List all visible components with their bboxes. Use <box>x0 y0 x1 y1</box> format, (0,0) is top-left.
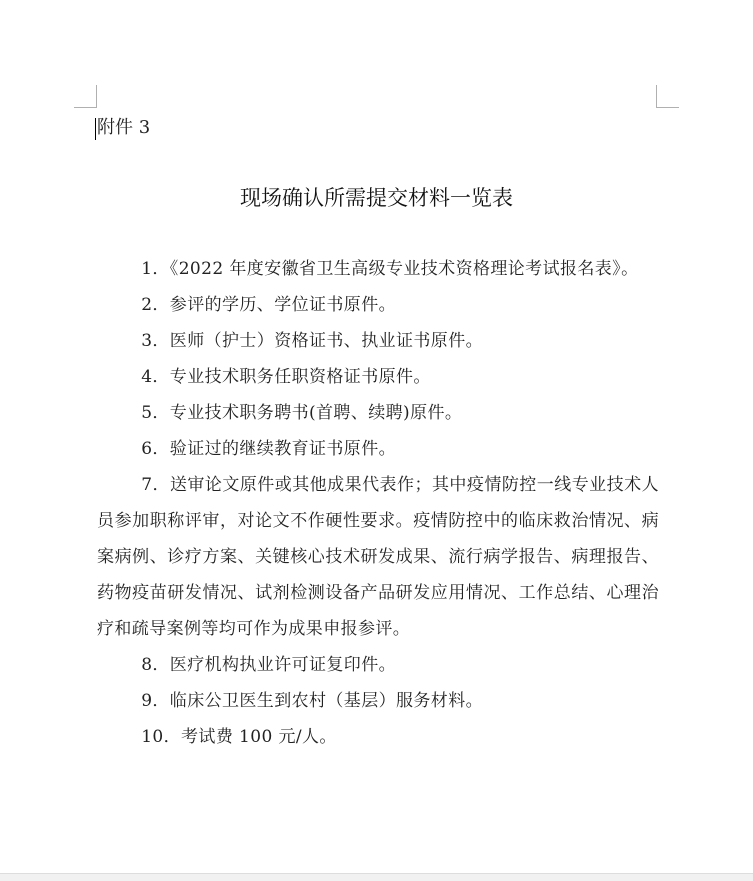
text-cursor <box>95 118 96 140</box>
list-item[interactable]: 9．临床公卫医生到农村（基层）服务材料。 <box>141 691 484 711</box>
list-item[interactable]: 1．《2022 年度安徽省卫生高级专业技术资格理论考试报名表》。 <box>141 259 639 279</box>
attachment-label[interactable]: 附件 3 <box>97 117 151 138</box>
margin-crop-mark-top-right <box>656 85 679 108</box>
list-item[interactable]: 6．验证过的继续教育证书原件。 <box>141 439 397 459</box>
list-item[interactable]: 8．医疗机构执业许可证复印件。 <box>141 655 397 675</box>
list-item[interactable]: 3．医师（护士）资格证书、执业证书原件。 <box>141 331 484 351</box>
margin-crop-mark-top-left <box>74 85 97 108</box>
list-item[interactable]: 5．专业技术职务聘书(首聘、续聘)原件。 <box>141 403 463 423</box>
document-body[interactable] <box>97 251 659 755</box>
page-bottom-edge <box>0 873 753 881</box>
list-item[interactable]: 10．考试费 100 元/人。 <box>141 727 337 747</box>
list-item[interactable]: 4．专业技术职务任职资格证书原件。 <box>141 367 431 387</box>
list-item[interactable]: 2．参评的学历、学位证书原件。 <box>141 295 397 315</box>
document-title[interactable]: 现场确认所需提交材料一览表 <box>240 186 513 210</box>
list-item[interactable]: 7．送审论文原件或其他成果代表作；其中疫情防控一线专业技术人员参加职称评审，对论文不作硬性要求。疫情防控中的临床救治情况、病案病例、诊疗方案、关键核心技术研发成果、流行病学报告、病理报告、药物疫苗研发情况、试剂检测设备产品研发应用情况、工作总结、心理治疗和疏导案例等均可作为成果申报参评。 <box>97 475 659 639</box>
